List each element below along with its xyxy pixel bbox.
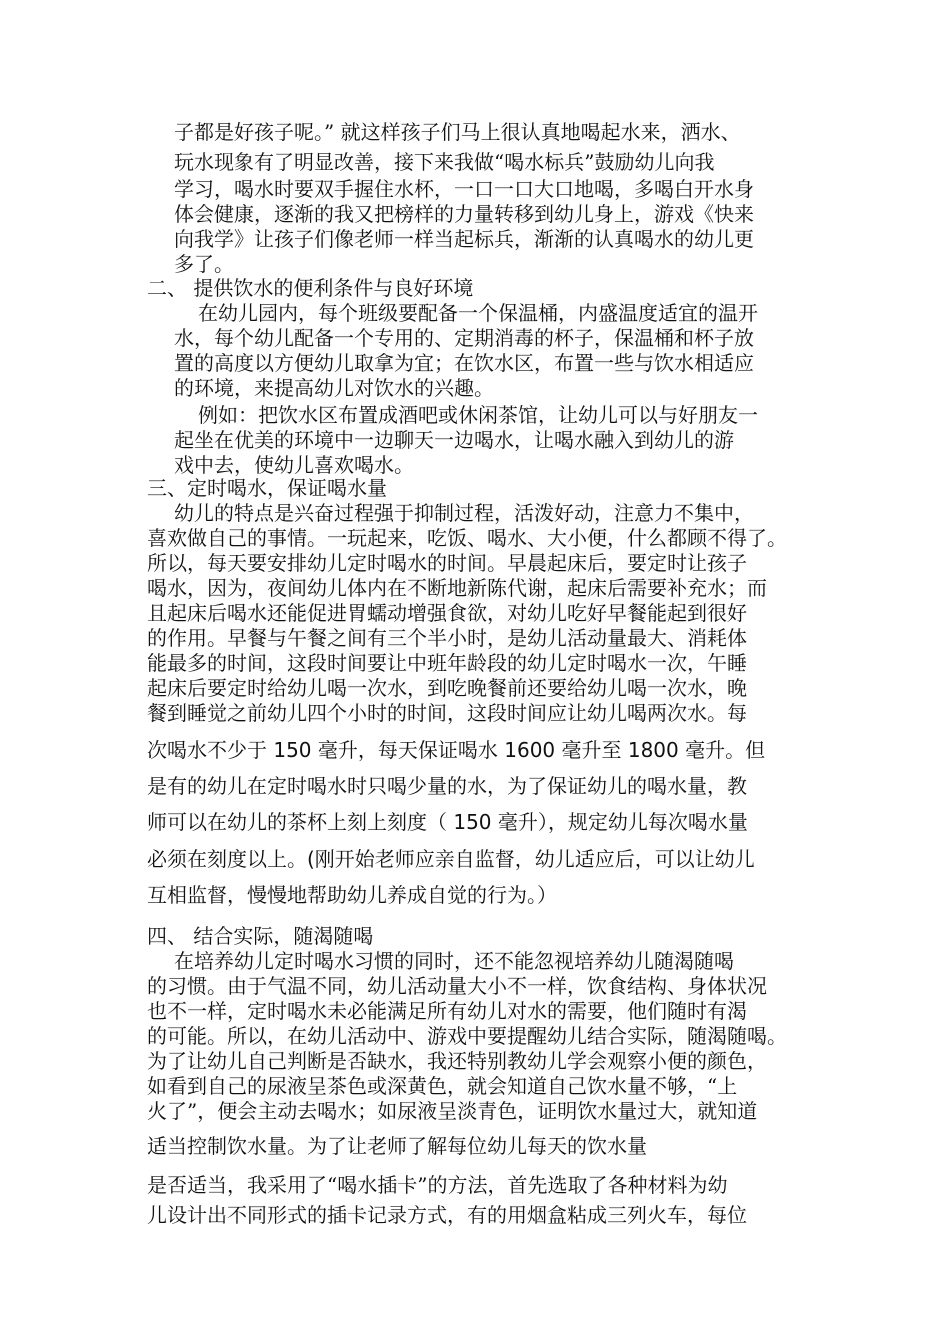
text-line: 是有的幼儿在定时喝水时只喝少量的水，为了保证幼儿的喝水量，教	[147, 774, 747, 798]
text-line: 幼儿的特点是兴奋过程强于抑制过程，活泼好动，注意力不集中，	[174, 501, 754, 525]
text-line: 儿设计出不同形式的插卡记录方式，有的用烟盒粘成三列火车，每位	[147, 1203, 747, 1227]
text-line: 戏中去，使幼儿喜欢喝水。	[174, 453, 414, 477]
text-line: 的可能。所以，在幼儿活动中、游戏中要提醒幼儿结合实际，随渴随喝。	[147, 1024, 787, 1048]
text-line: 子都是好孩子呢。” 就这样孩子们马上很认真地喝起水来，洒水、	[174, 120, 741, 144]
text-line: 多了。	[174, 252, 234, 276]
text-line: 能最多的时间，这段时间要让中班年龄段的幼儿定时喝水一次，午睡	[147, 651, 747, 675]
text-line: 向我学》让孩子们像老师一样当起标兵，渐渐的认真喝水的幼儿更	[174, 227, 754, 251]
section-heading: 三、定时喝水，保证喝水量	[147, 476, 387, 500]
text-line: 且起床后喝水还能促进胃蠕动增强食欲，对幼儿吃好早餐能起到很好	[147, 601, 747, 625]
text-line: 在培养幼儿定时喝水习惯的同时，还不能忽视培养幼儿随渴随喝	[174, 949, 734, 973]
text-line: 必须在刻度以上。(刚开始老师应亲自监督，幼儿适应后，可以让幼儿	[147, 847, 755, 871]
text-line: 火了”，便会主动去喝水；如尿液呈淡青色，证明饮水量过大，就知道	[147, 1099, 758, 1123]
text-line: 学习，喝水时要双手握住水杯，一口一口大口地喝，多喝白开水身	[174, 177, 754, 201]
text-line: 玩水现象有了明显改善，接下来我做“喝水标兵”鼓励幼儿向我	[174, 150, 715, 174]
section-heading: 四、 结合实际，随渴随喝	[147, 924, 374, 948]
text-line: 适当控制饮水量。为了让老师了解每位幼儿每天的饮水量	[147, 1134, 647, 1158]
text-line: 的作用。早餐与午餐之间有三个半小时，是幼儿活动量最大、消耗体	[147, 626, 747, 650]
text-line: 例如：把饮水区布置成酒吧或休闲茶馆，让幼儿可以与好朋友一	[198, 403, 758, 427]
text-line: 也不一样，定时喝水未必能满足所有幼儿对水的需要，他们随时有渴	[147, 999, 747, 1023]
text-line: 起床后要定时给幼儿喝一次水，到吃晚餐前还要给幼儿喝一次水，晚	[147, 676, 747, 700]
text-line: 置的高度以方便幼儿取拿为宜；在饮水区，布置一些与饮水相适应	[174, 351, 754, 375]
text-line: 喝水，因为，夜间幼儿体内在不断地新陈代谢，起床后需要补充水；而	[147, 576, 767, 600]
text-line: 如看到自己的尿液呈茶色或深黄色，就会知道自己饮水量不够，“上	[147, 1074, 738, 1098]
text-line: 的环境，来提高幼儿对饮水的兴趣。	[174, 376, 494, 400]
text-line: 体会健康，逐渐的我又把榜样的力量转移到幼儿身上，游戏《快来	[174, 202, 754, 226]
text-line: 所以，每天要安排幼儿定时喝水的时间。早晨起床后，要定时让孩子	[147, 551, 747, 575]
text-line: 餐到睡觉之前幼儿四个小时的时间，这段时间应让幼儿喝两次水。每	[147, 701, 747, 725]
text-line: 起坐在优美的环境中一边聊天一边喝水，让喝水融入到幼儿的游	[174, 428, 734, 452]
text-line: 为了让幼儿自己判断是否缺水，我还特别教幼儿学会观察小便的颜色，	[147, 1049, 767, 1073]
text-line: 师可以在幼儿的茶杯上刻上刻度（ 150 毫升），规定幼儿每次喝水量	[147, 810, 748, 834]
text-line: 次喝水不少于 150 毫升，每天保证喝水 1600 毫升至 1800 毫升。但	[147, 738, 766, 762]
text-line: 喜欢做自己的事情。一玩起来，吃饭、喝水、大小便，什么都顾不得了。	[147, 526, 787, 550]
text-line: 互相监督，慢慢地帮助幼儿养成自觉的行为。）	[147, 883, 557, 907]
text-line: 是否适当，我采用了“喝水插卡”的方法，首先选取了各种材料为幼	[147, 1173, 728, 1197]
text-line: 的习惯。由于气温不同，幼儿活动量大小不一样，饮食结构、身体状况	[147, 974, 767, 998]
text-line: 水，每个幼儿配备一个专用的、定期消毒的杯子，保温桶和杯子放	[174, 326, 754, 350]
text-line: 在幼儿园内，每个班级要配备一个保温桶，内盛温度适宜的温开	[198, 301, 758, 325]
section-heading: 二、 提供饮水的便利条件与良好环境	[147, 276, 474, 300]
